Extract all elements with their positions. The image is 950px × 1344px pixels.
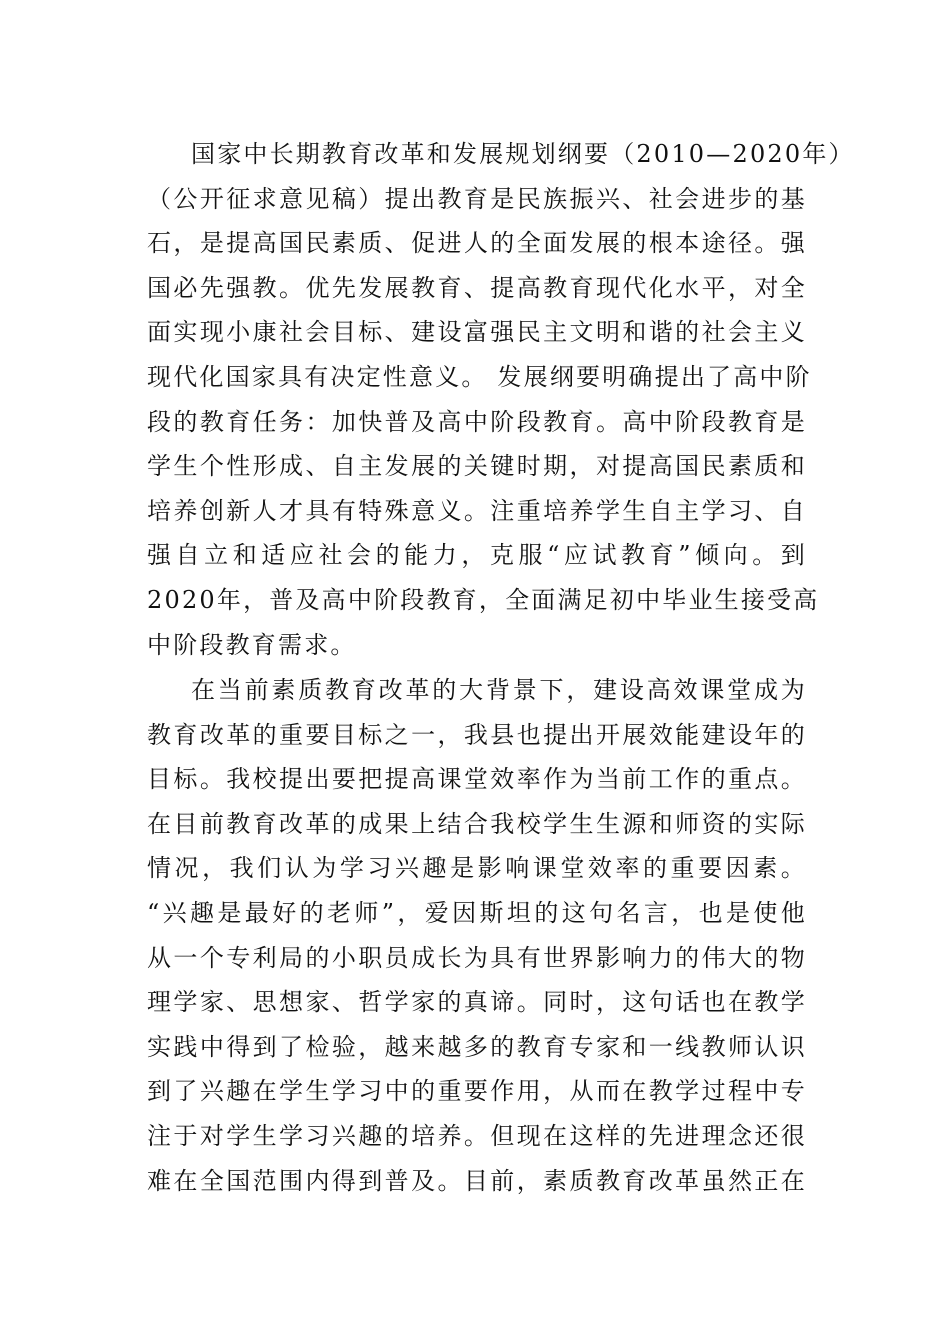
- paragraph-1-line-7: 段的教育任务：加快普及高中阶段教育。高中阶段教育是: [147, 407, 807, 436]
- paragraph-1-line-11: 2020年，普及高中阶段教育，全面满足初中毕业生接受高: [147, 585, 820, 614]
- paragraph-1-line-4: 国必先强教。优先发展教育、提高教育现代化水平，对全: [147, 273, 807, 302]
- paragraph-2-line-11: 注于对学生学习兴趣的培养。但现在这样的先进理念还很: [147, 1121, 807, 1150]
- paragraph-2-line-2: 教育改革的重要目标之一，我县也提出开展效能建设年的: [147, 720, 807, 749]
- paragraph-2-line-4: 在目前教育改革的成果上结合我校学生生源和师资的实际: [147, 809, 807, 838]
- paragraph-2-line-3: 目标。我校提出要把提高课堂效率作为当前工作的重点。: [147, 765, 807, 794]
- paragraph-2-line-1: 在当前素质教育改革的大背景下，建设高效课堂成为: [191, 676, 807, 704]
- paragraph-1-line-1: 国家中长期教育改革和发展规划纲要（2010—2020年）: [191, 140, 855, 168]
- paragraph-1-line-3: 石，是提高国民素质、促进人的全面发展的根本途径。强: [147, 229, 807, 258]
- paragraph-1-line-12: 中阶段教育需求。: [147, 630, 357, 659]
- paragraph-1-line-5: 面实现小康社会目标、建设富强民主文明和谐的社会主义: [147, 318, 807, 347]
- paragraph-2-line-10: 到了兴趣在学生学习中的重要作用，从而在教学过程中专: [147, 1077, 807, 1106]
- paragraph-2-line-8: 理学家、思想家、哲学家的真谛。同时，这句话也在教学: [147, 988, 807, 1017]
- paragraph-2-line-7: 从一个专利局的小职员成长为具有世界影响力的伟大的物: [147, 943, 807, 972]
- paragraph-1-line-10: 强自立和适应社会的能力，克服“应试教育”倾向。到: [147, 541, 807, 570]
- paragraph-2: [147, 668, 807, 1203]
- paragraph-1-line-9: 培养创新人才具有特殊意义。注重培养学生自主学习、自: [147, 496, 807, 525]
- paragraph-1-line-6: 现代化国家具有决定性意义。 发展纲要明确提出了高中阶: [147, 362, 812, 391]
- paragraph-1: [147, 132, 855, 667]
- paragraph-2-line-5: 情况，我们认为学习兴趣是影响课堂效率的重要因素。: [147, 854, 807, 883]
- paragraph-2-line-6: “兴趣是最好的老师”，爱因斯坦的这句名言，也是使他: [147, 898, 807, 927]
- paragraph-2-line-12: 难在全国范围内得到普及。目前，素质教育改革虽然正在: [147, 1166, 807, 1195]
- paragraph-2-line-9: 实践中得到了检验，越来越多的教育专家和一线教师认识: [147, 1032, 807, 1061]
- paragraph-1-line-8: 学生个性形成、自主发展的关键时期，对提高国民素质和: [147, 452, 807, 481]
- paragraph-1-line-2: （公开征求意见稿）提出教育是民族振兴、社会进步的基: [147, 184, 807, 213]
